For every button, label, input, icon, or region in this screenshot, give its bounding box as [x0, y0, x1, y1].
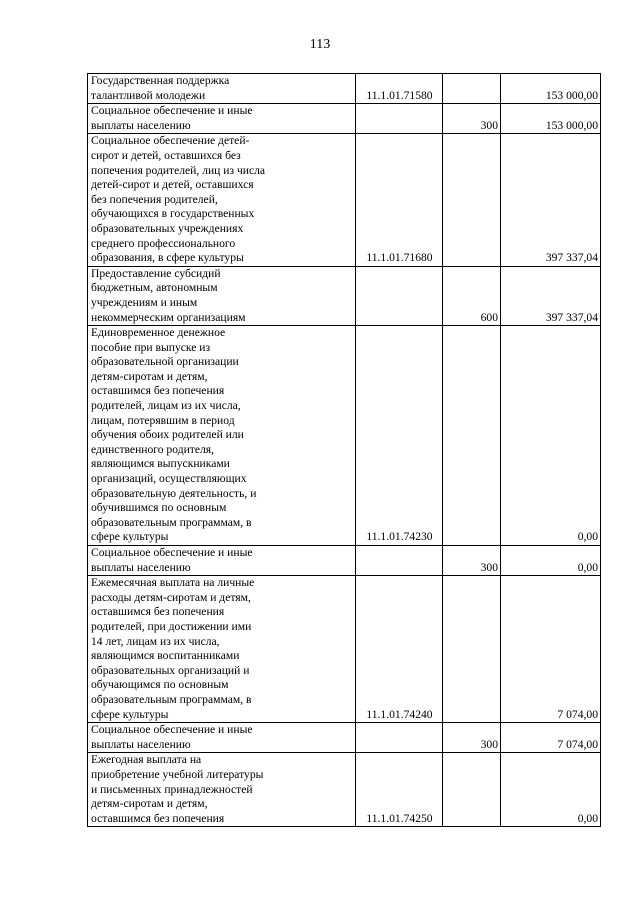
target-article-code: 11.1.01.74230 — [356, 326, 443, 546]
expense-item-name-line: оставшимся без попечения — [91, 605, 225, 619]
expense-item-name-line: Предоставление субсидий — [91, 266, 221, 280]
expense-item-name — [88, 266, 356, 325]
expense-item-name — [88, 74, 356, 104]
expense-item-name — [88, 134, 356, 266]
expense-item-name-line: лицам, потерявшим в период — [91, 413, 235, 427]
expense-item-name-line: расходы детям-сиротам и детям, — [91, 590, 251, 604]
expense-type-code: 600 — [443, 266, 501, 325]
table-row — [88, 723, 601, 753]
expense-item-name-line: учреждениям и иным — [91, 295, 198, 309]
expense-item-name-line: без попечения родителей, — [91, 192, 218, 206]
table-row — [88, 74, 601, 104]
expense-item-name-line: обучившимся по основным — [91, 501, 227, 515]
budget-table-body — [88, 74, 601, 827]
expense-item-name-line: образовательной организации — [91, 355, 239, 369]
table-row — [88, 134, 601, 266]
amount: 7 074,00 — [501, 576, 601, 723]
expense-item-name-line: образовательным программам, в — [91, 515, 252, 529]
expense-item-name-line: детям-сиротам и детям, — [91, 797, 208, 811]
expense-item-name-line: являющимся выпускниками — [91, 457, 230, 471]
table-row — [88, 576, 601, 723]
expense-item-name-line: пособие при выпуске из — [91, 340, 211, 354]
target-article-code — [356, 104, 443, 134]
expense-item-name-line: образовательным программам, в — [91, 692, 252, 706]
expense-item-name-line: Социальное обеспечение и иные — [91, 546, 253, 559]
expense-type-code: 300 — [443, 723, 501, 753]
expense-item-name-line: детей-сирот и детей, оставшихся — [91, 178, 254, 192]
target-article-code — [356, 723, 443, 753]
expense-item-name-line: детям-сиротам и детям, — [91, 369, 208, 383]
target-article-code: 11.1.01.74250 — [356, 753, 443, 827]
expense-item-name-line: Социальное обеспечение и иные — [91, 723, 253, 737]
amount: 0,00 — [501, 546, 601, 576]
expense-item-name-line: единственного родителя, — [91, 442, 215, 456]
table-row — [88, 266, 601, 325]
expense-item-name-line: выплаты населению — [91, 737, 191, 751]
expense-item-name-line: среднего профессионального — [91, 236, 236, 250]
expense-item-name-line: выплаты населению — [91, 118, 191, 132]
expense-type-code — [443, 326, 501, 546]
expense-item-name-line: обучающимся по основным — [91, 678, 229, 692]
expense-item-name-line: обучения обоих родителей или — [91, 428, 244, 442]
expense-item-name-line: некоммерческим организациям — [91, 310, 246, 324]
expense-item-name — [88, 104, 356, 134]
expense-type-code: 300 — [443, 104, 501, 134]
expense-item-name — [88, 326, 356, 546]
amount: 0,00 — [501, 326, 601, 546]
expense-item-name-line: оставшимся без попечения — [91, 811, 225, 825]
expense-item-name — [88, 546, 356, 576]
expense-item-name-line: образовательную деятельность, и — [91, 486, 257, 500]
target-article-code: 11.1.01.71580 — [356, 74, 443, 104]
table-row — [88, 546, 601, 576]
budget-table — [87, 73, 601, 827]
table-row — [88, 326, 601, 546]
expense-type-code — [443, 134, 501, 266]
expense-item-name — [88, 753, 356, 827]
target-article-code — [356, 546, 443, 576]
expense-item-name-line: 14 лет, лицам из их числа, — [91, 634, 220, 648]
expense-item-name-line: Единовременное денежное — [91, 326, 226, 340]
target-article-code: 11.1.01.71680 — [356, 134, 443, 266]
expense-item-name-line: выплаты населению — [91, 560, 191, 574]
amount: 0,00 — [501, 753, 601, 827]
expense-item-name-line: сирот и детей, оставшихся без — [91, 148, 241, 162]
expense-item-name — [88, 723, 356, 753]
expense-item-name-line: сфере культуры — [91, 530, 169, 544]
page-number: 113 — [309, 37, 331, 52]
expense-item-name-line: сфере культуры — [91, 707, 169, 721]
expense-item-name-line: обучающихся в государственных — [91, 207, 255, 221]
expense-item-name-line: приобретение учебной литературы — [91, 767, 264, 781]
expense-item-name-line: бюджетным, автономным — [91, 281, 218, 295]
expense-item-name-line: талантливой молодежи — [91, 88, 206, 102]
expense-item-name-line: образования, в сфере культуры — [91, 251, 244, 265]
expense-item-name-line: родителей, лицам из их числа, — [91, 399, 241, 413]
expense-item-name-line: организаций, осуществляющих — [91, 472, 247, 486]
expense-item-name-line: Социальное обеспечение и иные — [91, 104, 253, 118]
expense-item-name-line: оставшимся без попечения — [91, 384, 225, 398]
expense-item-name-line: и письменных принадлежностей — [91, 782, 253, 796]
expense-item-name-line: образовательных учреждениях — [91, 221, 244, 235]
amount: 153 000,00 — [501, 74, 601, 104]
expense-item-name-line: Государственная поддержка — [91, 74, 230, 87]
expense-type-code: 300 — [443, 546, 501, 576]
expense-item-name-line: Социальное обеспечение детей- — [91, 134, 250, 148]
target-article-code — [356, 266, 443, 325]
expense-type-code — [443, 753, 501, 827]
expense-type-code — [443, 576, 501, 723]
expense-item-name — [88, 576, 356, 723]
expense-item-name-line: Ежегодная выплата на — [91, 753, 202, 767]
expense-item-name-line: Ежемесячная выплата на личные — [91, 576, 255, 590]
expense-item-name-line: попечения родителей, лиц из числа — [91, 163, 266, 177]
amount: 397 337,04 — [501, 266, 601, 325]
expense-item-name-line: являющимся воспитанниками — [91, 649, 240, 663]
expense-type-code — [443, 74, 501, 104]
amount: 153 000,00 — [501, 104, 601, 134]
amount: 397 337,04 — [501, 134, 601, 266]
expense-item-name-line: родителей, при достижении ими — [91, 619, 252, 633]
amount: 7 074,00 — [501, 723, 601, 753]
target-article-code: 11.1.01.74240 — [356, 576, 443, 723]
table-row — [88, 104, 601, 134]
expense-item-name-line: образовательных организаций и — [91, 663, 250, 677]
table-row — [88, 753, 601, 827]
